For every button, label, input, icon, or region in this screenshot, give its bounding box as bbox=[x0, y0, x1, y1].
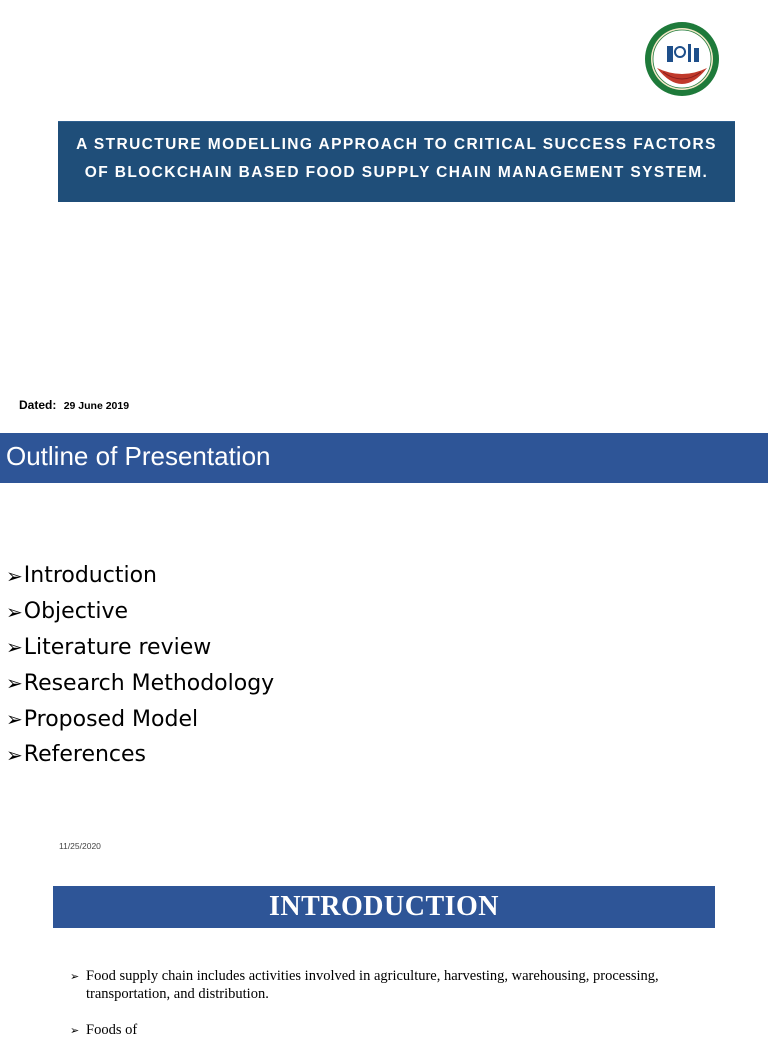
introduction-item-text: Foods of bbox=[86, 1022, 138, 1038]
presentation-title bbox=[58, 121, 735, 202]
arrow-bullet-icon: ➢ bbox=[6, 707, 23, 732]
outline-item bbox=[6, 737, 274, 773]
arrow-bullet-icon: ➢ bbox=[6, 563, 23, 588]
arrow-bullet-icon: ➢ bbox=[6, 742, 23, 767]
slide-date: 11/25/2020 bbox=[59, 841, 101, 851]
title-line-1: A STRUCTURE MODELLING APPROACH TO CRITICAL SUCCESS FACTORS bbox=[76, 136, 717, 153]
university-logo bbox=[643, 8, 721, 110]
arrow-bullet-icon: ➢ bbox=[6, 599, 23, 624]
introduction-slide bbox=[0, 872, 768, 1038]
dated-label: Dated: bbox=[19, 398, 57, 412]
arrow-bullet-icon: ➢ bbox=[70, 970, 80, 983]
title-slide bbox=[0, 0, 768, 432]
outline-item-label: Objective bbox=[23, 599, 129, 625]
arrow-bullet-icon: ➢ bbox=[6, 671, 23, 696]
outline-header-bar bbox=[0, 433, 768, 483]
outline-item bbox=[6, 665, 274, 701]
outline-item bbox=[6, 558, 274, 594]
arrow-bullet-icon: ➢ bbox=[70, 1024, 80, 1037]
dated-value: 29 June 2019 bbox=[63, 400, 130, 412]
arrow-bullet-icon: ➢ bbox=[6, 635, 23, 660]
introduction-title: INTRODUCTION bbox=[53, 886, 715, 928]
outline-item bbox=[6, 701, 274, 737]
outline-item-label: Introduction bbox=[23, 563, 157, 589]
outline-item bbox=[6, 594, 274, 630]
outline-item-label: Literature review bbox=[23, 634, 212, 660]
outline-slide bbox=[0, 432, 768, 872]
introduction-item bbox=[70, 967, 710, 1003]
introduction-list bbox=[70, 967, 710, 1058]
dated-row bbox=[19, 398, 129, 412]
outline-title: Outline of Presentation bbox=[6, 441, 271, 471]
outline-item-label: References bbox=[23, 742, 147, 768]
title-line-2: OF BLOCKCHAIN BASED FOOD SUPPLY CHAIN MANAGEMENT SYSTEM. bbox=[84, 164, 709, 181]
outline-item bbox=[6, 630, 274, 666]
introduction-item-text: Food supply chain includes activities involved in agriculture, harvesting, warehousing, processing, transportation, and distribution. bbox=[86, 968, 659, 1002]
outline-item-label: Research Methodology bbox=[23, 670, 275, 696]
outline-item-label: Proposed Model bbox=[23, 706, 199, 732]
outline-list bbox=[6, 558, 274, 773]
